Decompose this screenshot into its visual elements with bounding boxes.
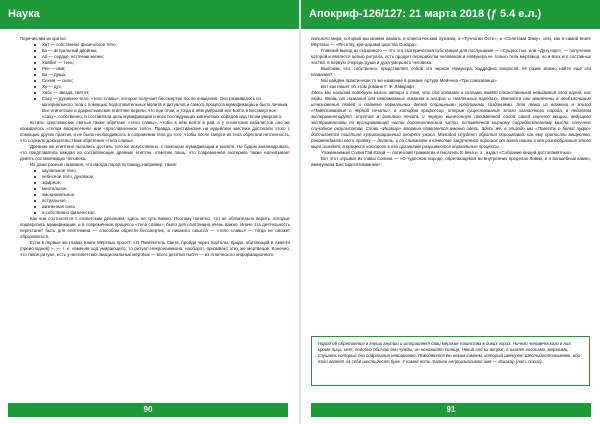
right-text-column <box>311 36 591 168</box>
list-item: астральное, <box>42 198 290 204</box>
list-item: эфирное, <box>42 180 290 186</box>
modern-bodies-list <box>20 168 290 216</box>
list-item: Аб — сердце, источник жизни; <box>42 54 290 60</box>
paragraph: Главный вывод из сказанного — что эта эзотерическая субстанция для послушания — «Сущностью, или «Духу»арт», — получение которой и является целью ритуала, есть продукт переработки человеком и Номукера не только тела мертвеца, но и всех его составных частей, в первую очередь души и духа умершего человека. <box>311 48 591 65</box>
list-item: Ба — душа; <box>42 72 290 78</box>
paragraph: Если в первые же главах Книги Мёртвых просят: «О Повелитель Света, пройди через порталы, приди, обитающий в Аменти (преисподней) », — т. е. изменяя ход умирающего, то ритуал Некрономикона, наоборот, призывает этих же мертвецов. Конечно, что такое ритуал, есть у неегипетских эмоциональных мёртвых — всего десятки тысяч — из этнического информационного <box>20 240 290 257</box>
paragraph: Как они соотносятся с египетским делением, здесь не суть важно. Поэтому понятно, что не обязательно верить, которые подверглись мумификации, и в современном процессе «тела славы», было для египтянина очень важно. Иначе эта деятельность перестанет быть для египтянина — способом обрести бессмертие, и никакого смысла — «тело славы» — тогда не сможет образоваться. <box>20 216 290 239</box>
left-page <box>0 0 299 424</box>
list-item: Ка — астральный двойник; <box>42 48 290 54</box>
list-item: жизненная сила <box>42 204 290 210</box>
soul-components-list <box>20 42 290 120</box>
issue-title: Апокриф-126/127: 21 марта 2018 (ƒ 5.4 е.л.) <box>309 8 542 20</box>
list-item: Хабс — звезда, светоч; <box>42 90 290 96</box>
left-text-column <box>20 36 290 258</box>
paragraph: Мы найдём практически то же название в романе Артура Мейчена «Три самозванца». <box>321 78 498 83</box>
list-item: Хат — собственно физическое тело; <box>42 42 290 48</box>
list-item: Сехем — сила; <box>42 78 290 84</box>
list-item: эмоциональное, <box>42 192 290 198</box>
list-item: Саху — духовное тело, «тело славы», которое получает бессмертие после очищения. Оно развивалось из материального тела с помощью подготовительных молитв и ритуалов и самого процесса мумификации и было личным. Все египетские и дохристианские египтяне верили, что при этом, и тогда в нём умерший мог войти в Бессмертное «саху», собственно, и составляла цель мумификации и всех последующих магических обрядов над телом умершего. <box>42 96 289 119</box>
right-header-bar <box>301 0 600 29</box>
list-intro: Перечислим их кратко: <box>20 36 67 41</box>
paragraph: Выясним, что, собственно, представляет собой эта черная Номукера, хаддефию вопросов: её разве можно найти ещё эти названия? <box>311 66 591 77</box>
paragraph: Их даже разные названия, что иногда порой путаницу, например, такие: <box>30 162 178 167</box>
page-number-right: 91 <box>311 403 591 417</box>
list-item: небесное тело, духовное, <box>42 174 290 180</box>
list-item: каузальное тело, <box>42 168 290 174</box>
paragraph: Упоминаемый Солин Гай Юлий — латинский грамматик и писатель III века н. э., издал «Собрание вещей достопамятных». <box>321 150 573 155</box>
list-item: ментальное, <box>42 186 290 192</box>
list-item: Хайбит — тень; <box>42 60 290 66</box>
list-item: и собственно физическое. <box>42 210 290 216</box>
section-title: Наука <box>8 8 40 20</box>
paragraph: Вот как пишет об этом романе Г. Ф. Лавкрафт: <box>321 84 416 89</box>
lovecraft-quote: Здесь мы находим подобную мысль автора о том, что под холмами и скалами живёт таинственный невидимый злой народ, нас люди. Вновь от названия для невозможных лимонов в альфах и «маленьких народах». Имеются они вовлечены в необъяснимые исчезновения людей и подмене нормальных детей страшными уродливыми созданиями. Это тема из вложена в эпизод «Повествование о чёрной печати», в котором профессор, открыв существование этого загадочного народа, в недолгом экспериментирует, опустив в дальнюю печать и черную вынесенную предметной силой своей научной вещью, ведущего экспериментами по вуалировавшей части дополнительной части, оставленной мирному сосредоточенному мысли, получено случайное результатов. Слово «Ишакар» впервые появляется именно здесь. Здесь же, в эпизоде мы «Повесть о белой пудре» достигается поистине кульминационный апофеоз ужаса. Молодой студент обратил порошковой, как ему прописали вещество, рекомендовали его к приёму — делать, и со сливанием в качестве закрученной порошок от волка нишки и все разнообразные этого мира исходят, в процессе которого в его организме разрываются нормальные процессы. <box>311 90 591 149</box>
list-item: Рен — имя; <box>42 66 290 72</box>
page-number-left: 90 <box>8 403 288 417</box>
paragraph: Древние же египтяне пытались достичь того же искусственно, с помощью мумификации и молитв. Не будем анализировать, что представляла каждая из составляющих древних египтян, отметим лишь, что современная эзотерика также насчитывает девять составляющих человека. <box>20 144 290 161</box>
list-item: Ху — дух; <box>42 84 290 90</box>
solinus-quote-box: Народ об обретается в глуши внутри и отправляет свои мерзкие таинства в диких горах. Ничего человеческого в них, кроме лица, нет, подобно обычаю они чужды, он ненавидят солнце. Некий сей их вопрос, а шипят голосами, мерзкими, слушать которые без содрогания невозможно. Поводяются ею неким камнем, который именуют Шестидесятикамнем, ибо тот являет на себе шестьдесят букв. У камня есть тайное непроизносимое имя — Ишакар (лат. Ixaxar). <box>311 336 590 386</box>
paragraph: нального мира, который мы можем назвать и клингончиским путиком, и «Тучногии Осте», и «Селетами Зиму», или, как в самой Книге Мёртвых — «Ресетау, кри-дорами царства Сокара». <box>311 36 591 47</box>
paragraph: Кстати, христианские святые также обретают «тело славы», чтобы в нём войти в рай, а у египетских кабалистов оно же называлось «телом воскресения» или «прославленное тело». Правда, христианские ни иудейские мистики достигали этого с помощью других практик, и не была необходимость в сохранении тела до того, чтобы после смерти их тела обретали нетленность, что служило доказательством обретения «тела славы». <box>20 120 290 143</box>
right-page <box>301 0 600 424</box>
left-header-bar <box>0 0 299 29</box>
paragraph: Вот этот отрывок из главы Солина — «О чудесном народе, обретающемся во внутренних пределах Ливии, и о волшебном камне, именуемом Шестидесятикамнем»: <box>311 156 591 167</box>
